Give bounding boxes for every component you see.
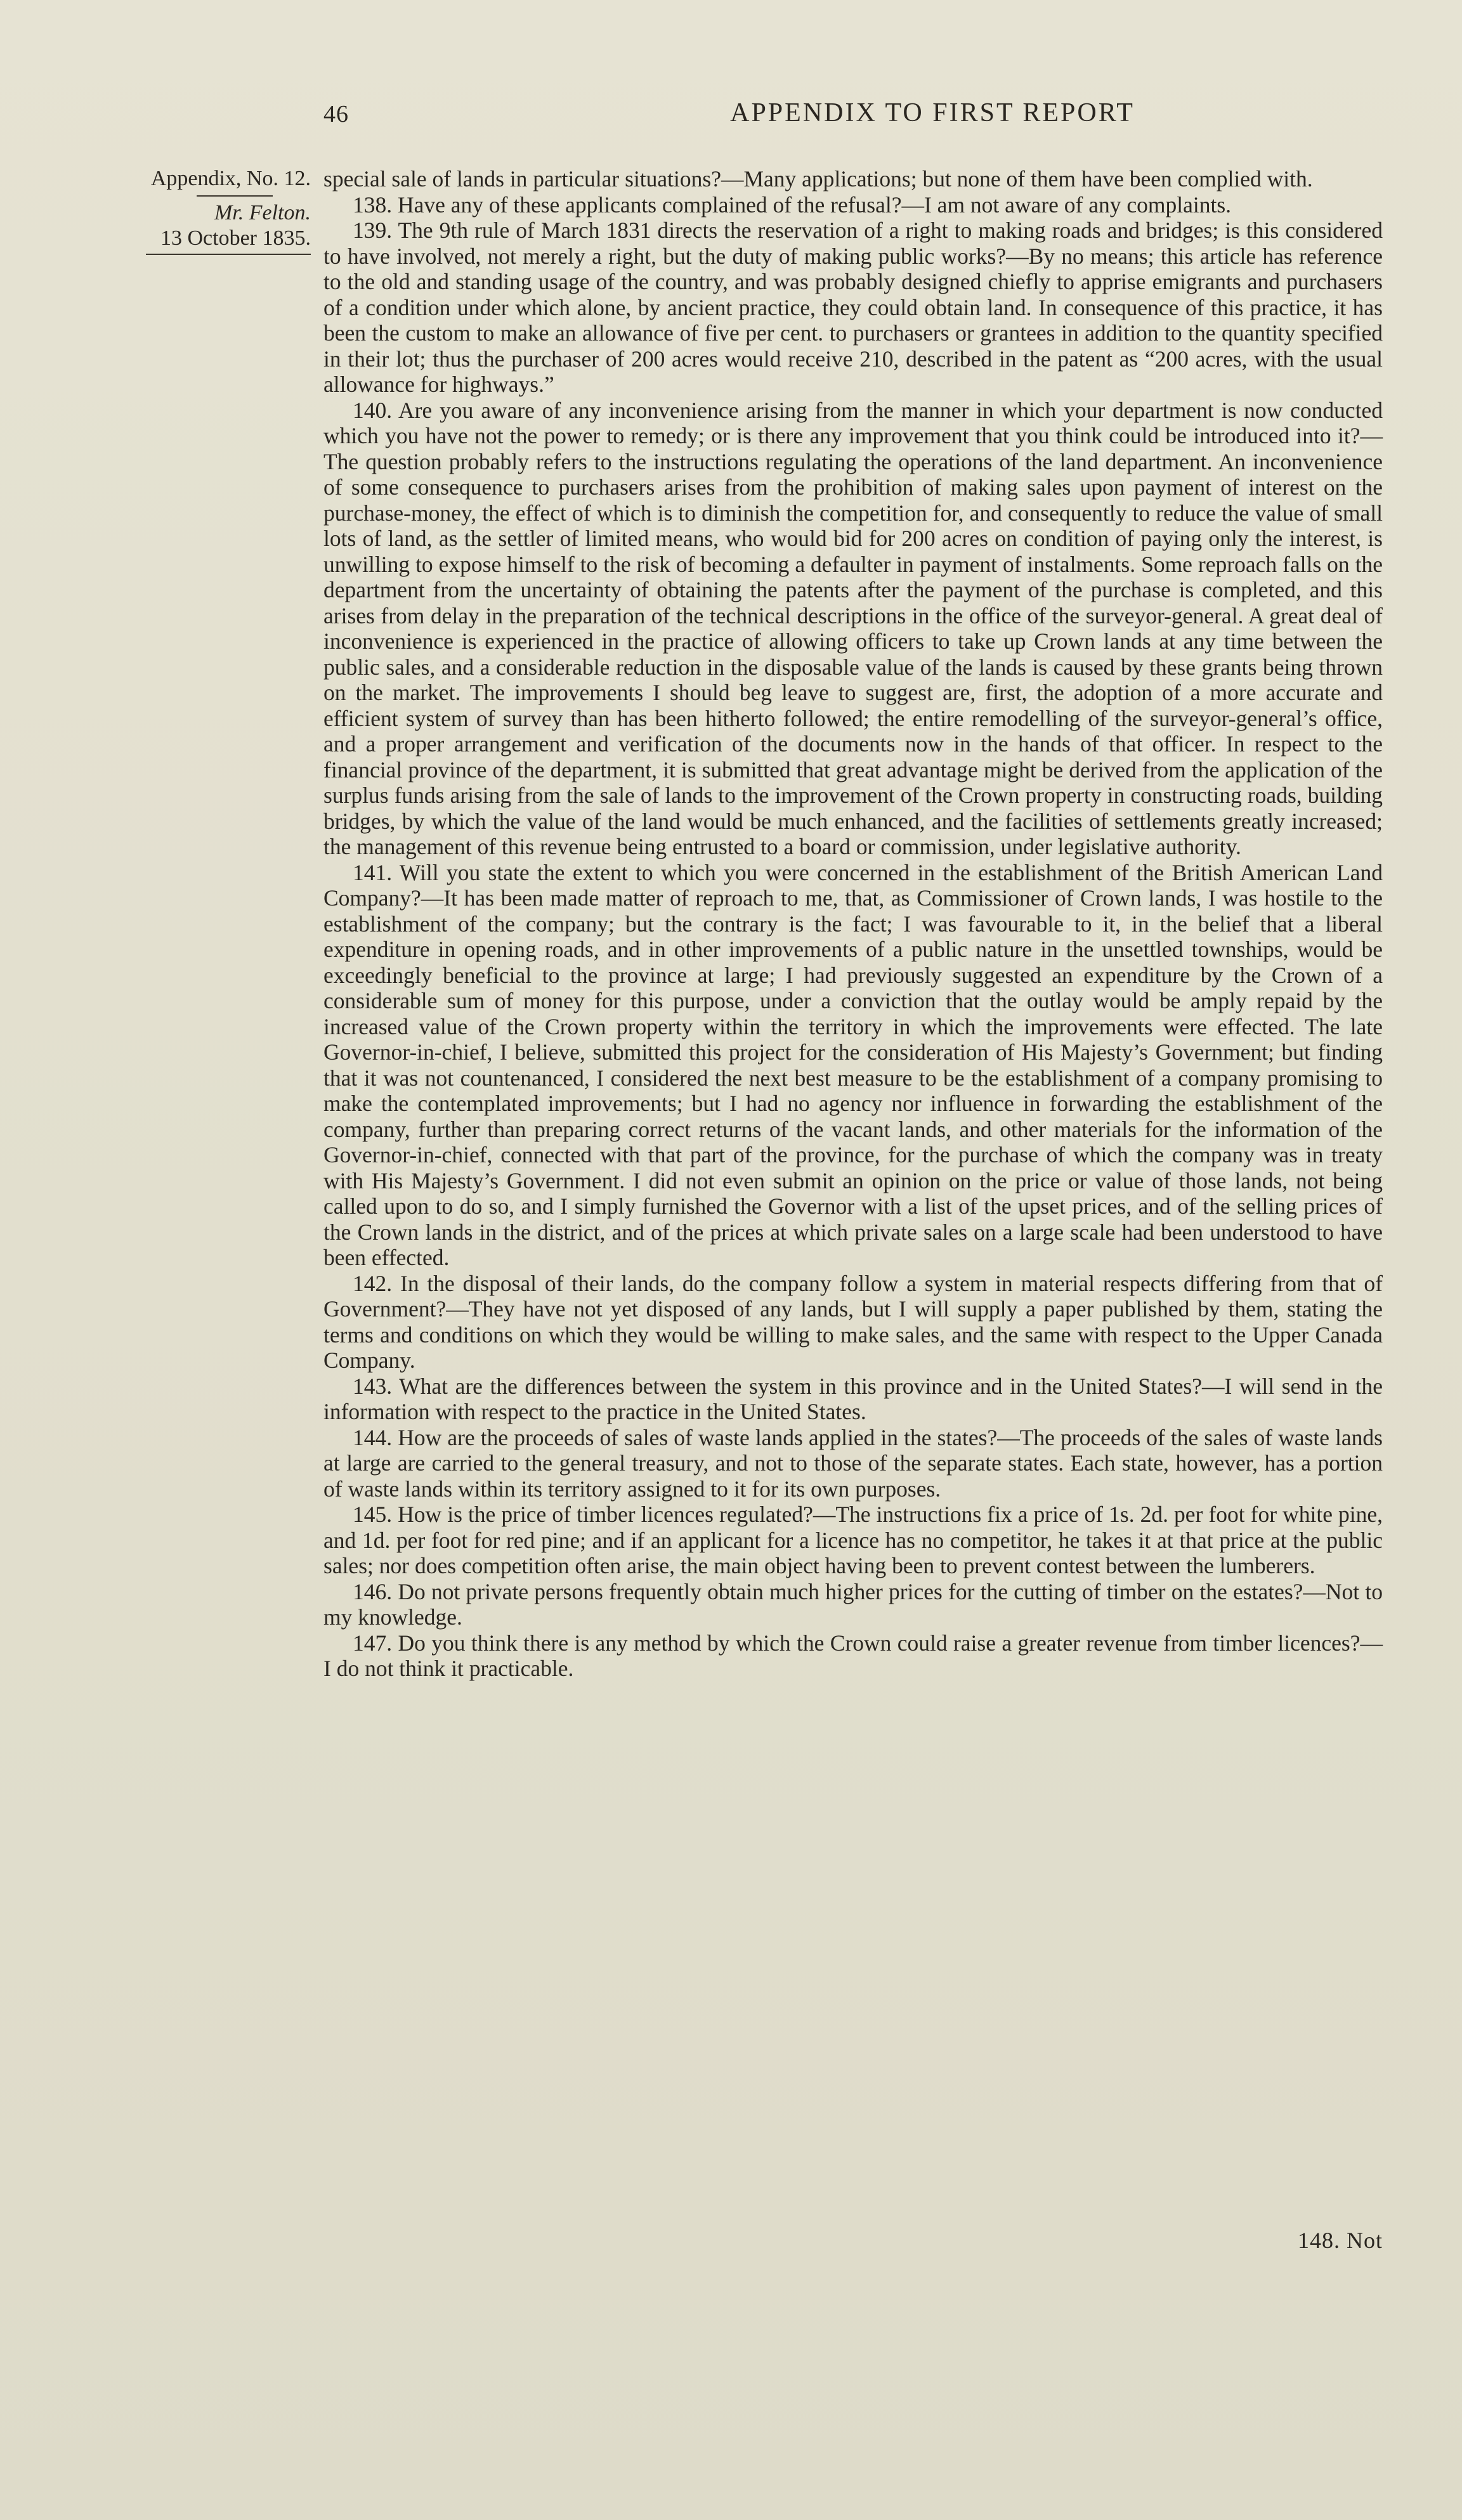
- page-number: 46: [323, 101, 349, 127]
- page-header: [323, 95, 1383, 133]
- paragraph: 139. The 9th rule of March 1831 directs the reservation of a right to making roads and bridges; is this considered to have involved, not merely a right, but the duty of making public works?—By no means; this article has reference to the old and standing usage of the country, and was probably designed chiefly to apprise emigrants and purchasers of a condition under which alone, by ancient practice, they could obtain land. In consequence of this practice, it has been the custom to make an allowance of five per cent. to purchasers or grantees in addition to the quantity specified in their lot; thus the purchaser of 200 acres would receive 210, described in the patent as “200 acres, with the usual allowance for highways.”: [323, 218, 1383, 397]
- paragraph: 147. Do you think there is any method by which the Crown could raise a greater revenue from timber licences?—I do not think it practicable.: [323, 1630, 1383, 1681]
- paragraph: special sale of lands in particular situations?—Many applications; but none of them have been complied with.: [323, 166, 1313, 192]
- margin-date: 13 October 1835.: [160, 226, 311, 250]
- paragraph: 141. Will you state the extent to which you were concerned in the establishment of the British American Land Company?—It has been made matter of reproach to me, that, as Commissioner of Crown lands, I was hostile to the establishment of the company; but the contrary is the fact; I was favourable to it, in the belief that a liberal expenditure in opening roads, and in other improvements of a public nature in the unsettled townships, would be exceedingly beneficial to the province at large; I had previously suggested an expenditure by the Crown of a considerable sum of money for this purpose, under a conviction that the outlay would be amply repaid by the increased value of the Crown property within the territory in which the improvements were effected. The late Governor-in-chief, I believe, submitted this project for the consideration of His Majesty’s Government; but finding that it was not countenanced, I considered the next best measure to be the establishment of a company promising to make the contemplated improvements; but I had no agency nor influence in forwarding the establishment of the company, further than preparing correct returns of the vacant lands, and other materials for the information of the Governor-in-chief, connected with that part of the province, for the purchase of which the company was in treaty with His Majesty’s Government. I did not even submit an opinion on the price or value of those lands, not being called upon to do so, and I simply furnished the Governor with a list of the upset prices, and of the selling prices of the Crown lands in the district, and of the prices at which private sales on a large scale had been understood to have been effected.: [323, 859, 1383, 1270]
- paragraph: 144. How are the proceeds of sales of waste lands applied in the states?—The proceeds of the sales of waste lands at large are carried to the general treasury, and not to those of the separate states. Each state, however, has a portion of waste lands within its territory assigned to it for its own purposes.: [323, 1424, 1383, 1502]
- margin-note: [76, 166, 311, 259]
- margin-appendix: Appendix, No. 12.: [150, 167, 311, 190]
- catchword: 148. Not: [1298, 2228, 1383, 2253]
- margin-rule: [197, 195, 273, 197]
- paragraph: 145. How is the price of timber licences regulated?—The instructions fix a price of 1s. 2d. per foot for white pine, and 1d. per foot for red pine; and if an applicant for a licence has no competitor, he takes it at that price at the public sales; nor does competition often arise, the main object having been to prevent contest between the lumberers.: [323, 1502, 1383, 1578]
- body-text: [323, 166, 1383, 1682]
- margin-witness: Mr. Felton.: [214, 201, 311, 224]
- paragraph: 140. Are you aware of any inconvenience arising from the manner in which your department is now conducted which you have not the power to remedy; or is there any improvement that you think could be introduced into it?—The question probably refers to the instructions regulating the operations of the land department. An inconvenience of some consequence to purchasers arises from the prohibition of making sales upon payment of interest on the purchase-money, the effect of which is to diminish the competition for, and consequently to reduce the value of small lots of land, as the settler of limited means, who would bid for 200 acres on condition of paying only the interest, is unwilling to expose himself to the risk of becoming a defaulter in payment of instalments. Some reproach falls on the department from the uncertainty of obtaining the patents after the payment of the purchase is completed, and this arises from delay in the preparation of the technical descriptions in the office of the surveyor-general. A great deal of inconvenience is experienced in the practice of allowing officers to take up Crown lands at any time between the public sales, and a considerable reduction in the disposable value of the lands is caused by these grants being thrown on the market. The improvements I should beg leave to suggest are, first, the adoption of a more accurate and efficient system of survey than has been hitherto followed; the entire remodelling of the surveyor-general’s office, and a proper arrangement and verification of the documents now in the hands of that officer. In respect to the financial province of the department, it is submitted that great advantage might be derived from the application of the surplus funds arising from the sale of lands to the improvement of the Crown property in constructing roads, building bridges, by which the value of the land would be much enhanced, and the facilities of settlements greatly increased; the management of this revenue being entrusted to a board or commission, under legislative authority.: [323, 397, 1383, 859]
- paragraph: 142. In the disposal of their lands, do the company follow a system in material respects differing from that of Government?—They have not yet disposed of any lands, but I will supply a paper published by them, stating the terms and conditions on which they would be willing to make sales, and the same with respect to the Upper Canada Company.: [323, 1270, 1383, 1373]
- running-head: APPENDIX TO FIRST REPORT: [730, 98, 1135, 127]
- paragraph: 138. Have any of these applicants complained of the refusal?—I am not aware of any complaints.: [353, 192, 1232, 218]
- paragraph: 143. What are the differences between the system in this province and in the United States?—I will send in the information with respect to the practice in the United States.: [323, 1373, 1383, 1424]
- paragraph: 146. Do not private persons frequently obtain much higher prices for the cutting of timber on the estates?—Not to my knowledge.: [323, 1578, 1383, 1630]
- margin-rule: [146, 254, 311, 255]
